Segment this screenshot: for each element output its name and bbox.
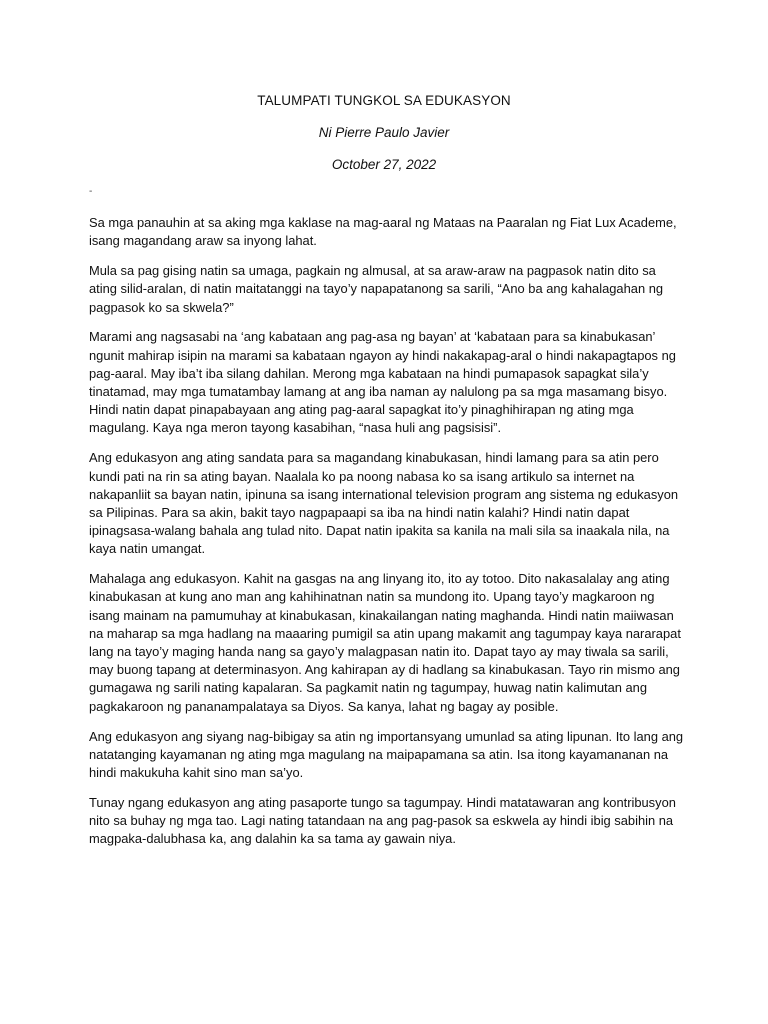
paragraph: Ang edukasyon ang siyang nag-bibigay sa atin ng importansyang umunlad sa ating lipunan. Ito lang ang natatanging kayamanan ng ating mga magulang na maipapamana sa atin. Isa itong kayamananan na hindi makukuha kahit sino man sa’yo.: [89, 728, 684, 780]
document-title: TALUMPATI TUNGKOL SA EDUKASYON: [257, 93, 511, 108]
paragraph: Tunay ngang edukasyon ang ating pasaporte tungo sa tagumpay. Hindi matatawaran ang kontribusyon nito sa buhay ng mga tao. Lagi nating tatandaan na ang pag-pasok sa eskwela ay hindi ibig sabihin na magpaka-dalubhasa ka, ang dalahin ka sa tama ay gawain niya.: [89, 794, 676, 847]
paragraph: Mula sa pag gising natin sa umaga, pagkain ng almusal, at sa araw-araw na pagpasok natin dito sa ating silid-aralan, di natin maitatanggi na tayo’y napapatanong sa sarili, “Ano ba ang kahalagahan ng pagpasok ko sa skwela?”: [89, 263, 664, 315]
paragraph: Marami ang nagsasabi na ‘ang kabataan ang pag-asa ng bayan’ at ‘kabataan para sa kinabukasan’ ngunit mahirap isipin na marami sa kabataan ngayon ay hindi nakakapag-aral o hindi nakapagtapos ng pag-aaral. May iba’t iba silang dahilan. Merong mga kabataan na hindi pumapasok sapagkat sila’y tinatamad, may mga tumatambay lamang at ang iba naman ay nalulong pa sa mga masamang bisyo. Hindi natin dapat pinapabayaan ang ating pag-aaral sapagkat ito’y pinaghihirapan ng ating mga magulang. Kaya nga meron tayong kasabihan, “nasa huli ang pagsisisi”.: [89, 329, 676, 436]
paragraph: Mahalaga ang edukasyon. Kahit na gasgas na ang linyang ito, ito ay totoo. Dito nakasalalay ang ating kinabukasan at kung ano man ang kahihinatnan natin sa mundong ito. Upang tayo’y magkaroon ng isang mainam na pamumuhay at kinabukasan, kinakailangan nating maghanda. Hindi natin maiiwasan na maharap sa mga hadlang na maaaring pumigil sa atin upang makamit ang tagumpay kaya nararapat lang na tayo’y maging handa nang sa gayo’y malagpasan natin ito. Dapat tayo ay may tiwala sa sarili, may buong tapang at determinasyon. Ang kahirapan ay di hadlang sa kinabukasan. Tayo rin mismo ang gumagawa ng sarili nating kapalaran. Sa pagkamit natin ng tagumpay, huwag natin kalimutan ang pagkakaroon ng pananampalataya sa Diyos. Sa kanya, lahat ng bagay ay posible.: [89, 571, 681, 714]
document-author: Ni Pierre Paulo Javier: [318, 125, 450, 140]
stray-mark: -: [89, 186, 93, 197]
document-date: October 27, 2022: [331, 157, 437, 172]
document-body: [89, 214, 687, 860]
paragraph: Ang edukasyon ang ating sandata para sa magandang kinabukasan, hindi lamang para sa atin pero kundi pati na rin sa ating bayan. Naalala ko pa noong nabasa ko sa isang artikulo sa internet na nakapanliit sa bayan natin, ipinuna sa isang international television program ang sistema ng edukasyon sa Pilipinas. Para sa akin, bakit tayo nagpapaapi sa iba na hindi natin kalahi? Hindi natin dapat ipinagsasa-walang bahala ang tulad nito. Dapat natin ipakita sa kanila na mali sila sa inaakala nila, na kaya natin umangat.: [89, 450, 679, 557]
paragraph: Sa mga panauhin at sa aking mga kaklase na mag-aaral ng Mataas na Paaralan ng Fiat Lux Academe, isang magandang araw sa inyong lahat.: [89, 215, 677, 249]
